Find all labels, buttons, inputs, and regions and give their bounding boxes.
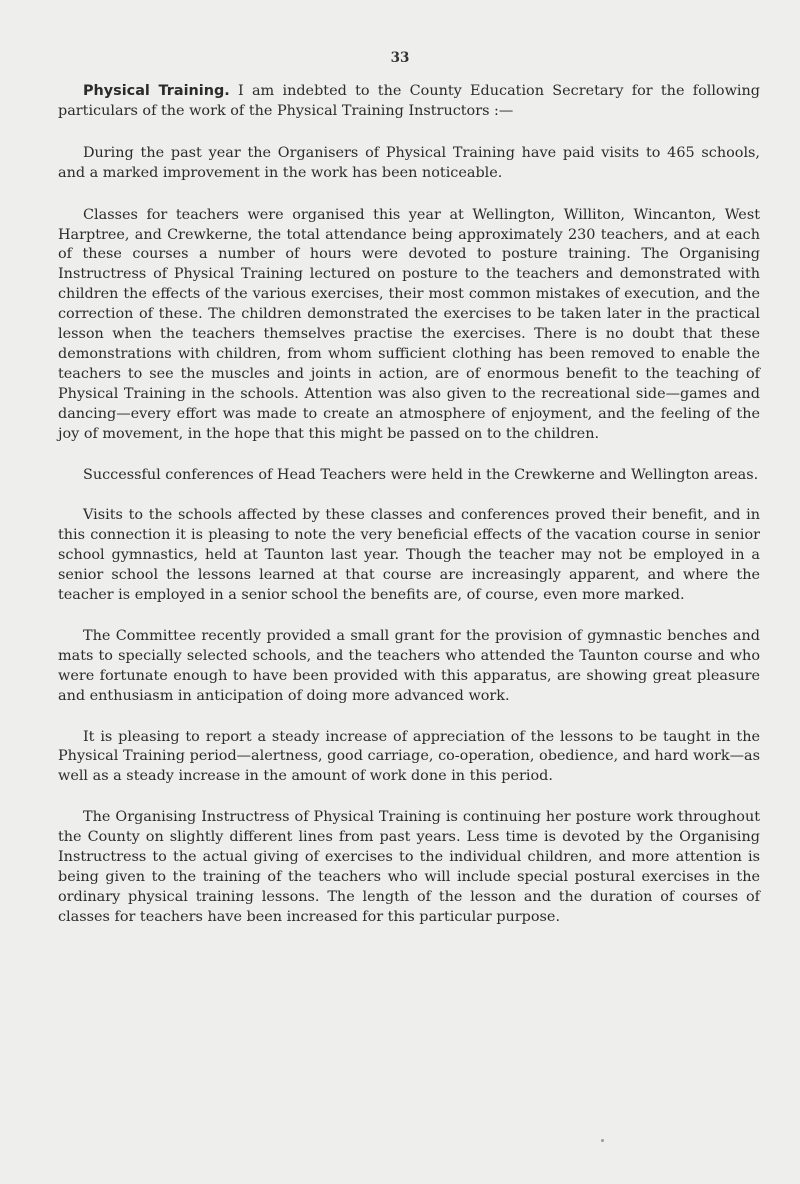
page-number: 33 [390, 50, 410, 66]
section-heading: Physical Training. [83, 83, 230, 99]
report-body [58, 82, 760, 944]
paragraph-appreciation-increase: It is pleasing to report a steady increase of appreciation of the lessons to be taught in the Physical Training period—alertness, good carriage, co-operation, obedience, and hard work—as well as a steady increase in the amount of work done in this period. [58, 728, 760, 785]
paragraph-text: I am indebted to the County Education Secretary for the following particulars of the work of the Physical Training Instructors :— [58, 83, 760, 119]
paragraph-organisers-visits: During the past year the Organisers of Physical Training have paid visits to 465 schools, and a marked improvement in the work has been noticeable. [58, 144, 760, 181]
paragraph-posture-work: The Organising Instructress of Physical Training is continuing her posture work throughout the County on slightly different lines from past years. Less time is devoted by the Organising Instructress to the actual giving of exercises to the individual children, and more attention is being given to the training of the teachers who will include special postural exercises in the ordinary physical training lessons. The length of the lesson and the duration of courses of classes for teachers have been increased for this particular purpose. [58, 809, 760, 925]
paragraph-physical-training-intro [58, 82, 760, 122]
paragraph-committee-grant: The Committee recently provided a small grant for the provision of gymnastic benches and mats to specially selected schools, and the teachers who attended the Taunton course and who were fortunate enough to have been provided with this apparatus, are showing great pleasure and enthusiasm in anticipation of doing more advanced work. [58, 627, 760, 704]
print-speck [601, 1139, 604, 1142]
paragraph-teacher-classes: Classes for teachers were organised this year at Wellington, Williton, Wincanton, West Harptree, and Crewkerne, the total attendance being approximately 230 teachers, and at each of these courses a number of hours were devoted to posture training. The Organising Instructress of Physical Training lectured on posture to the teachers and demonstrated with children the effects of the various exercises, their most common mistakes of execution, and the correction of these. The children demonstrated the exercises to be taken later in the practical lesson when the teachers themselves practise the exercises. There is no doubt that these demonstrations with children, from whom sufficient clothing has been removed to enable the teachers to see the muscles and joints in action, are of enormous benefit to the teaching of Physical Training in the schools. Attention was also given to the recreational side—games and dancing—every effort was made to create an atmosphere of enjoyment, and the feeling of the joy of movement, in the hope that this might be passed on to the children. [58, 206, 760, 442]
paragraph-school-visits: Visits to the schools affected by these classes and conferences proved their benefit, and in this connection it is pleasing to note the very beneficial effects of the vacation course in senior school gymnastics, held at Taunton last year. Though the teacher may not be employed in a senior school the lessons learned at that course are increasingly apparent, and where the teacher is employed in a senior school the benefits are, of course, even more marked. [58, 507, 760, 604]
paragraph-head-teacher-conferences: Successful conferences of Head Teachers were held in the Crewkerne and Wellington areas. [83, 466, 759, 483]
